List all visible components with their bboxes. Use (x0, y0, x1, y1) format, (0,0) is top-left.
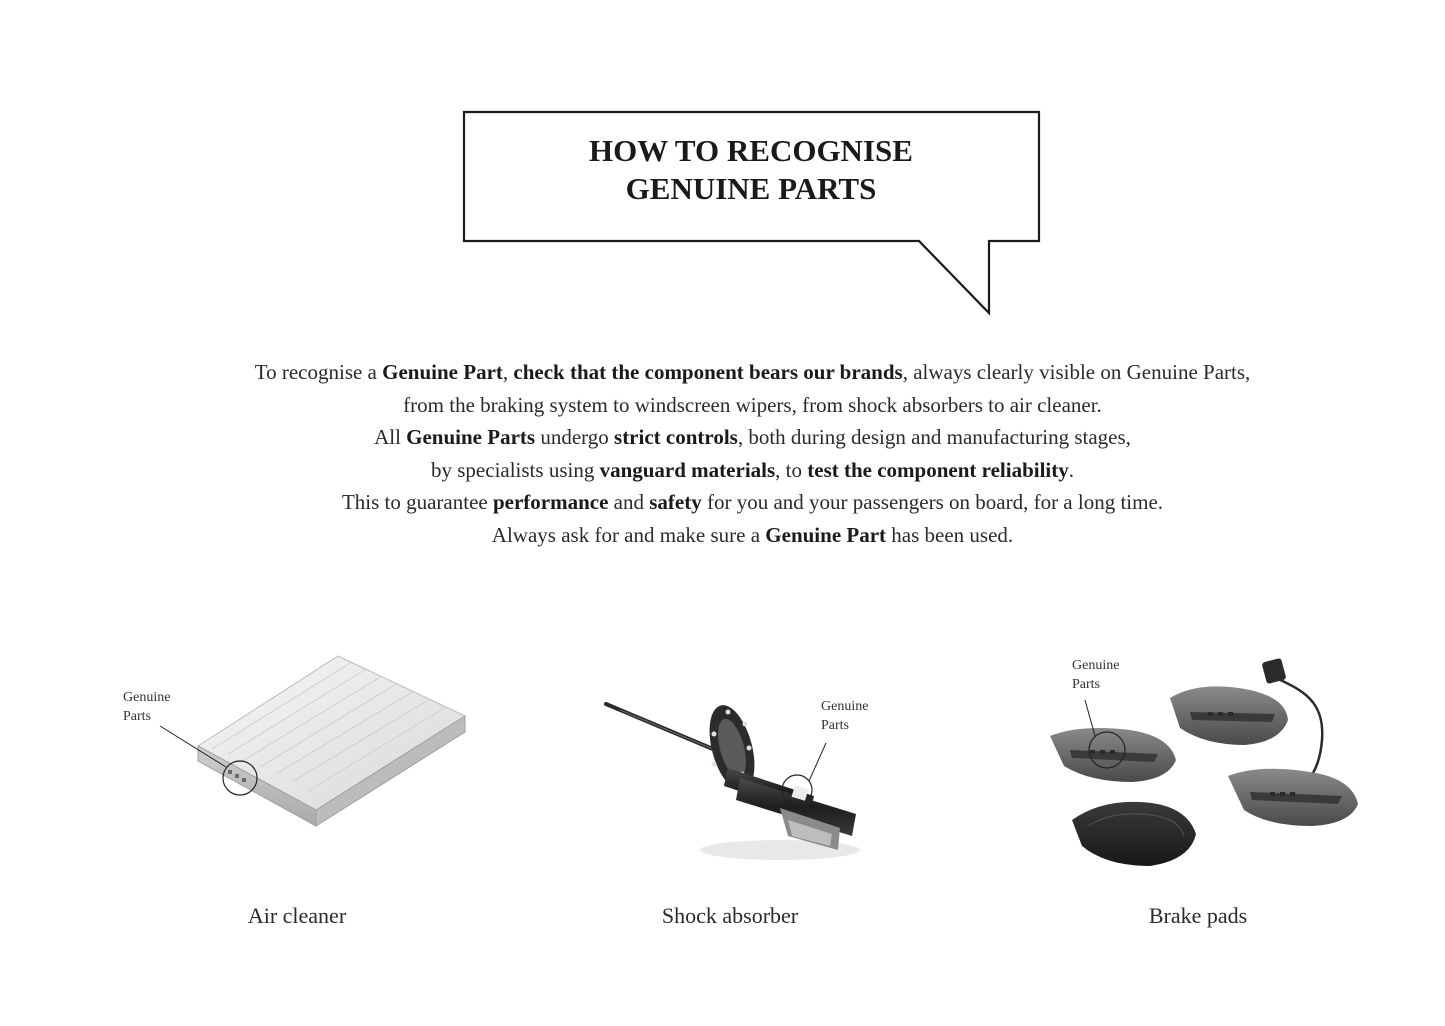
intro-text: This to guarantee (341, 490, 493, 514)
intro-text: To recognise a (254, 360, 383, 384)
intro-text: , (502, 360, 514, 384)
genuine-parts-tag (1072, 656, 1119, 694)
intro-emphasis: strict controls (614, 425, 738, 449)
intro-text: from the braking system to windscreen wipers, from shock absorbers to air cleaner. (403, 392, 1102, 417)
tag-line: Genuine (1072, 658, 1120, 673)
genuine-parts-tag (821, 697, 868, 735)
intro-text: , both during design and manufacturing stages, (737, 425, 1131, 449)
intro-emphasis: safety (649, 490, 702, 514)
intro-line-1 (100, 356, 1405, 389)
tag-line: Parts (123, 709, 151, 724)
intro-line-3 (100, 421, 1405, 454)
tag-line: Parts (1072, 677, 1100, 692)
brake-pads-caption: Brake pads (1148, 903, 1248, 928)
tag-line: Parts (821, 718, 849, 733)
intro-text: has been used. (886, 522, 1014, 547)
intro-emphasis: vanguard materials (599, 457, 776, 482)
intro-emphasis: Genuine Part (382, 360, 503, 384)
intro-emphasis: check that the component bears our brands (513, 360, 903, 384)
intro-text: for you and your passengers on board, for a long time. (701, 490, 1164, 514)
tag-line: Genuine (821, 699, 869, 714)
shock-absorber-caption: Shock absorber (661, 903, 799, 928)
intro-text: , to (775, 457, 808, 482)
air-cleaner-caption: Air cleaner (247, 903, 347, 928)
intro-line-5 (100, 486, 1405, 519)
page-title (462, 132, 1040, 208)
air-cleaner-figure (120, 650, 480, 830)
tag-line: Genuine (123, 690, 171, 705)
intro-text: undergo (535, 425, 615, 449)
intro-text: All (374, 425, 407, 449)
intro-line-2 (100, 389, 1405, 422)
title-line-1: HOW TO RECOGNISE (589, 133, 913, 168)
intro-emphasis: performance (492, 490, 609, 514)
intro-text: by specialists using (431, 457, 600, 482)
intro-text: Always ask for and make sure a (491, 522, 766, 547)
intro-text: and (608, 490, 650, 514)
genuine-parts-tag (123, 688, 170, 726)
air-cleaner-image (120, 650, 480, 830)
intro-text: , always clearly visible on Genuine Parts, (902, 360, 1251, 384)
intro-emphasis: Genuine Part (765, 522, 887, 547)
intro-line-4 (100, 454, 1405, 487)
intro-emphasis: Genuine Parts (406, 425, 536, 449)
title-line-2: GENUINE PARTS (625, 171, 877, 206)
intro-paragraph (100, 356, 1405, 551)
intro-text: . (1068, 457, 1074, 482)
intro-line-6 (100, 519, 1405, 552)
intro-emphasis: test the component reliability (807, 457, 1069, 482)
